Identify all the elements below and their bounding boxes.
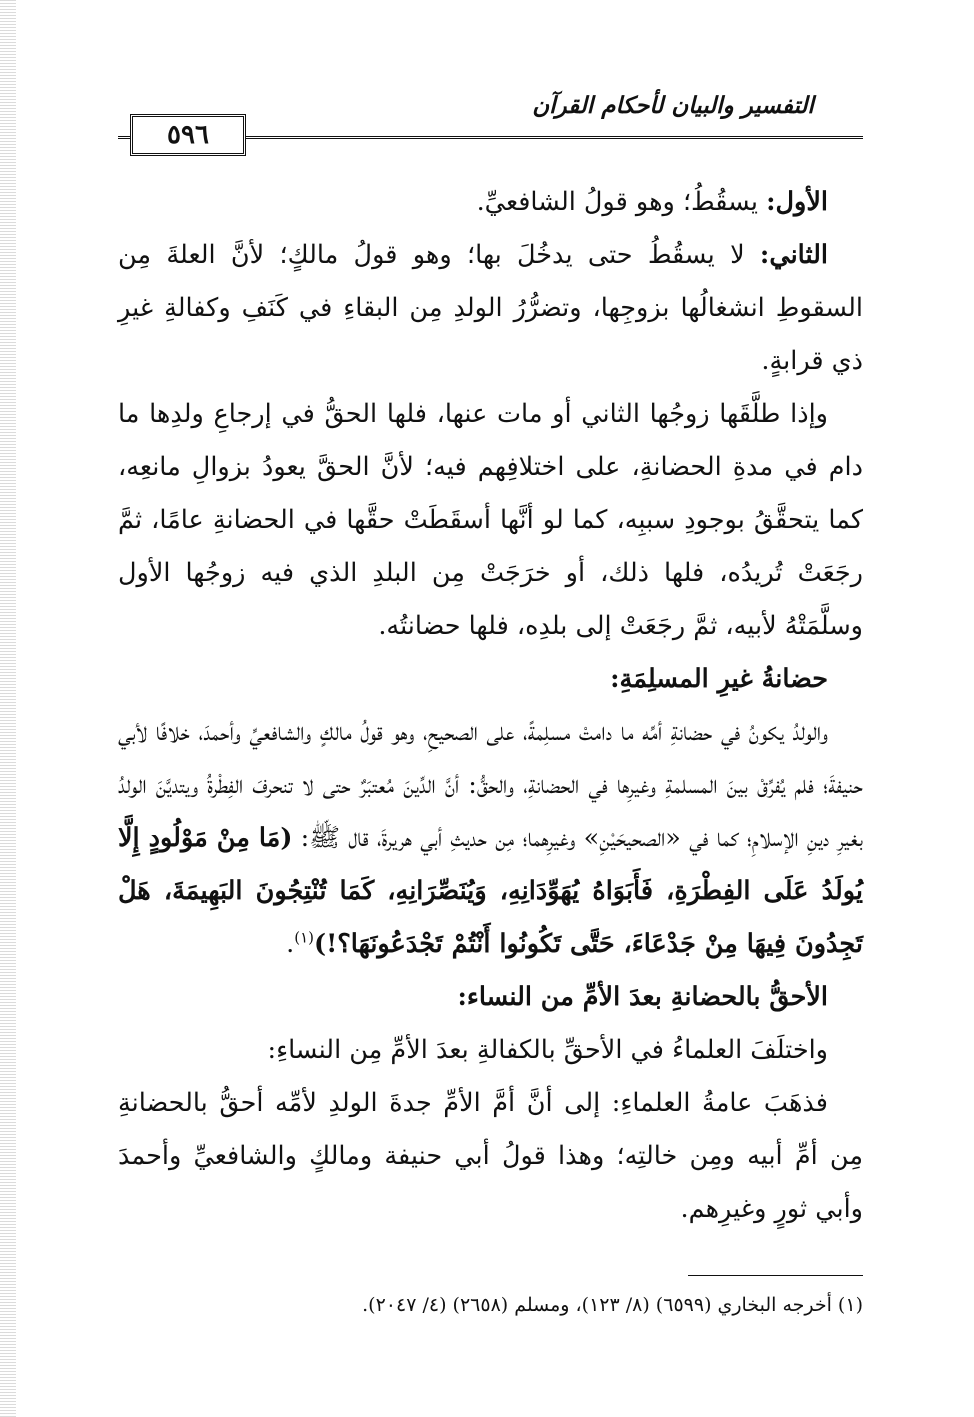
paragraph-lead: الأول: xyxy=(766,187,828,217)
page-header xyxy=(118,92,863,154)
book-binding-edge xyxy=(0,0,16,1417)
footnote-divider xyxy=(688,1275,863,1276)
paragraph-majority-view: فذهَبَ عامةُ العلماءِ: إلى أنَّ أمَّ الأمِّ جدةَ الولدِ لأمِّه أحقُّ بالحضانةِ مِن أمِّ أبيه ومِن خالتِه؛ وهذا قولُ أبي حنيفة ومالكٍ والشافعيِّ وأحمدَ وأبي ثورٍ وغيرِهم. xyxy=(118,1088,863,1224)
hadith-quote: (مَا مِنْ مَوْلُودٍ إِلَّا يُولَدُ عَلَى الفِطْرَةِ، فَأَبَوَاهُ يُهَوِّدَانِهِ، وَيُنَصِّرَانِهِ، كَمَا تُنْتِجُونَ البَهِيمَةَ، هَلْ تَجِدُونَ فِيهَا مِنْ جَدْعَاءَ، حَتَّى تَكُونُوا أَنْتُمْ تَجْدَعُونَهَا؟!) xyxy=(118,823,863,959)
paragraph-second-opinion xyxy=(118,229,863,388)
paragraph-lead: الثاني: xyxy=(759,240,828,270)
paragraph-text: لا يسقُطُ حتى يدخُلَ بها؛ وهو قولُ مالكٍ؛ لأنَّ العلةَ مِن السقوطِ انشغالُها بزوجِها، وتضرُّرُ الولدِ مِن البقاءِ في كَنَفِ وكفالةِ غيرِ ذي قرابةٍ. xyxy=(118,240,863,376)
running-title: التفسير والبيان لأحكام القرآن xyxy=(532,92,814,119)
header-rule-left xyxy=(118,136,130,139)
page-body xyxy=(118,176,863,1236)
paragraph-text: والولدُ يكونُ في حضانةِ أمِّه ما دامتْ مسلِمةً، على الصحيحِ، وهو قولُ مالكٍ والشافعيِّ وأحمدَ، خلافًا لأبي حنيفةَ؛ فلم يُفرِّقْ بينَ المسلمةِ وغيرِها في الحضانةِ، والحقُّ: أنَّ الدِّينَ مُعتبَرٌ حتى لا تنحرفَ الفِطْرةُ ويتديَّنَ الولدُ بغيرِ دينِ الإسلامِ؛ كما في «الصحيحَيْنِ» وغيرِهما؛ مِن حديثِ أبي هريرةَ، قال ﷺ: xyxy=(118,717,863,853)
paragraph-non-muslim-custody xyxy=(118,706,863,971)
footnote: (١) أخرجه البخاري (٦٥٩٩) (٨/ ١٢٣)، ومسلم (٢٦٥٨) (٤/ ٢٠٤٧). xyxy=(362,1294,863,1316)
paragraph-first-opinion xyxy=(118,176,863,229)
paragraph-divorce: وإذا طلَّقَها زوجُها الثاني أو مات عنها، فلها الحقُّ في إرجاعِ ولدِها ما دام في مدةِ الحضانةِ، على اختلافِهم فيه؛ لأنَّ الحقَّ يعودُ بزوالِ مانعِه، كما يتحقَّقُ بوجودِ سببِه، كما لو أنَّها أسقَطَتْ حقَّها في الحضانةِ عامًا، ثمَّ رجَعَتْ تُريدُه، فلها ذلك، أو خرَجَتْ مِن البلدِ الذي فيه زوجُها الأول وسلَّمَتْهُ لأبيه، ثمَّ رجَعَتْ إلى بلدِه، فلها حضانتُه. xyxy=(118,399,863,641)
page-number: ٥٩٦ xyxy=(130,114,246,156)
section-heading: حضانةُ غيرِ المسلِمَةِ: xyxy=(610,664,828,694)
paragraph-text: يسقُطُ؛ وهو قولُ الشافعيِّ. xyxy=(476,187,767,217)
header-rule xyxy=(246,136,863,139)
section-heading: الأحقُّ بالحضانةِ بعدَ الأمِّ من النساء: xyxy=(457,982,828,1012)
footnote-ref[interactable]: (١) xyxy=(294,928,315,947)
sentence-end: . xyxy=(286,929,295,959)
paragraph-intro: واختلَفَ العلماءُ في الأحقِّ بالكفالةِ بعدَ الأمِّ مِن النساءِ: xyxy=(267,1035,828,1065)
